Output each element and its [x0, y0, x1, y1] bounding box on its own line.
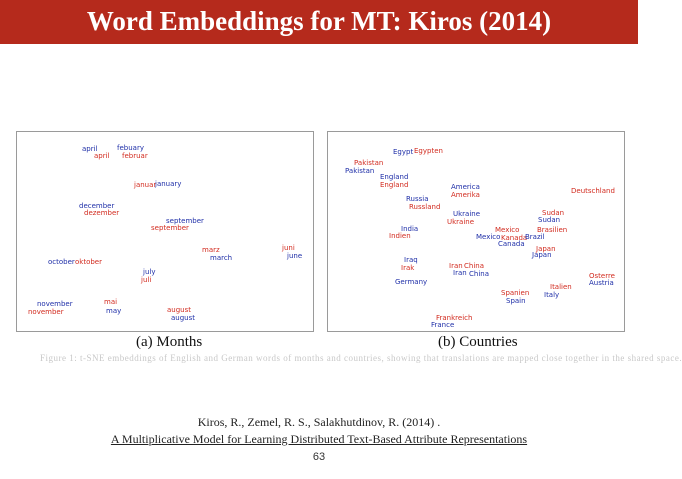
- citation-authors: Kiros, R., Zemel, R. S., Salakhutdinov, R. (2014) .: [197, 415, 441, 429]
- word-label: Iraq: [404, 256, 418, 264]
- word-label: Pakistan: [345, 167, 375, 175]
- slide-number: 63: [312, 451, 326, 463]
- word-label: Osterre: [589, 272, 615, 280]
- word-label: Mexico: [476, 233, 501, 241]
- word-label: Indien: [389, 232, 411, 240]
- word-label: Sudan: [538, 216, 561, 224]
- word-label: Italy: [544, 291, 560, 299]
- word-label: dezember: [84, 209, 120, 217]
- word-label: Iran: [449, 262, 463, 270]
- word-label: Kanada: [501, 234, 528, 242]
- word-label: september: [151, 224, 189, 232]
- faint-figure-caption: Figure 1: t-SNE embeddings of English and German words of months and countries, showing that translations are mapped close together in the shared space.: [40, 353, 682, 363]
- word-label: Austria: [589, 279, 614, 287]
- word-label: Russland: [409, 203, 441, 211]
- word-label: Deutschland: [571, 187, 615, 195]
- word-label: october: [48, 258, 75, 266]
- months-caption: (a) Months: [136, 334, 203, 350]
- word-label: Japan: [532, 251, 552, 259]
- word-label: America: [451, 183, 480, 191]
- word-label: India: [401, 225, 419, 233]
- word-label: Egypten: [414, 147, 443, 155]
- word-label: Iran: [453, 269, 467, 277]
- countries-caption: (b) Countries: [438, 334, 518, 350]
- word-label: januar: [134, 181, 157, 189]
- word-label: Pakistan: [354, 159, 384, 167]
- word-label: China: [469, 270, 489, 278]
- word-label: Amerika: [451, 191, 480, 199]
- word-label: june: [287, 252, 303, 260]
- word-label: juni: [282, 244, 295, 252]
- word-label: Japan: [536, 245, 556, 253]
- word-label: Ukraine: [447, 218, 475, 226]
- word-label: Canada: [498, 240, 525, 248]
- word-label: Brasilien: [537, 226, 568, 234]
- word-label: februar: [122, 152, 148, 160]
- word-label: oktober: [75, 258, 102, 266]
- word-label: febuary: [117, 144, 144, 152]
- word-label: april: [82, 145, 98, 153]
- word-label: Egypt: [393, 148, 414, 156]
- word-label: marz: [202, 246, 220, 254]
- word-label: Irak: [401, 264, 415, 272]
- countries-plot: [327, 131, 625, 332]
- word-label: China: [464, 262, 484, 270]
- word-label: july: [143, 268, 156, 276]
- word-label: Frankreich: [436, 314, 473, 322]
- word-label: january: [155, 180, 182, 188]
- months-plot: [16, 131, 314, 332]
- word-label: Germany: [395, 278, 428, 286]
- word-label: Sudan: [542, 209, 565, 217]
- word-label: mai: [104, 298, 118, 306]
- slide-title: Word Embeddings for MT: Kiros (2014): [86, 6, 552, 36]
- word-label: Spanien: [501, 289, 530, 297]
- word-label: september: [166, 217, 204, 225]
- word-label: England: [380, 181, 409, 189]
- word-label: France: [431, 321, 455, 329]
- citation-link[interactable]: A Multiplicative Model for Learning Distributed Text-Based Attribute Representations: [110, 432, 528, 446]
- word-label: november: [37, 300, 73, 308]
- word-label: Spain: [506, 297, 526, 305]
- word-label: juli: [141, 276, 152, 284]
- word-label: december: [79, 202, 115, 210]
- word-label: november: [28, 308, 64, 316]
- word-label: Mexico: [495, 226, 520, 234]
- word-label: august: [171, 314, 195, 322]
- word-label: England: [380, 173, 409, 181]
- word-label: Italien: [550, 283, 572, 291]
- word-label: march: [210, 254, 233, 262]
- word-label: august: [167, 306, 191, 314]
- word-label: april: [94, 152, 110, 160]
- word-label: Brazil: [525, 233, 545, 241]
- word-label: Russia: [406, 195, 429, 203]
- word-label: may: [106, 307, 122, 315]
- word-label: Ukraine: [453, 210, 481, 218]
